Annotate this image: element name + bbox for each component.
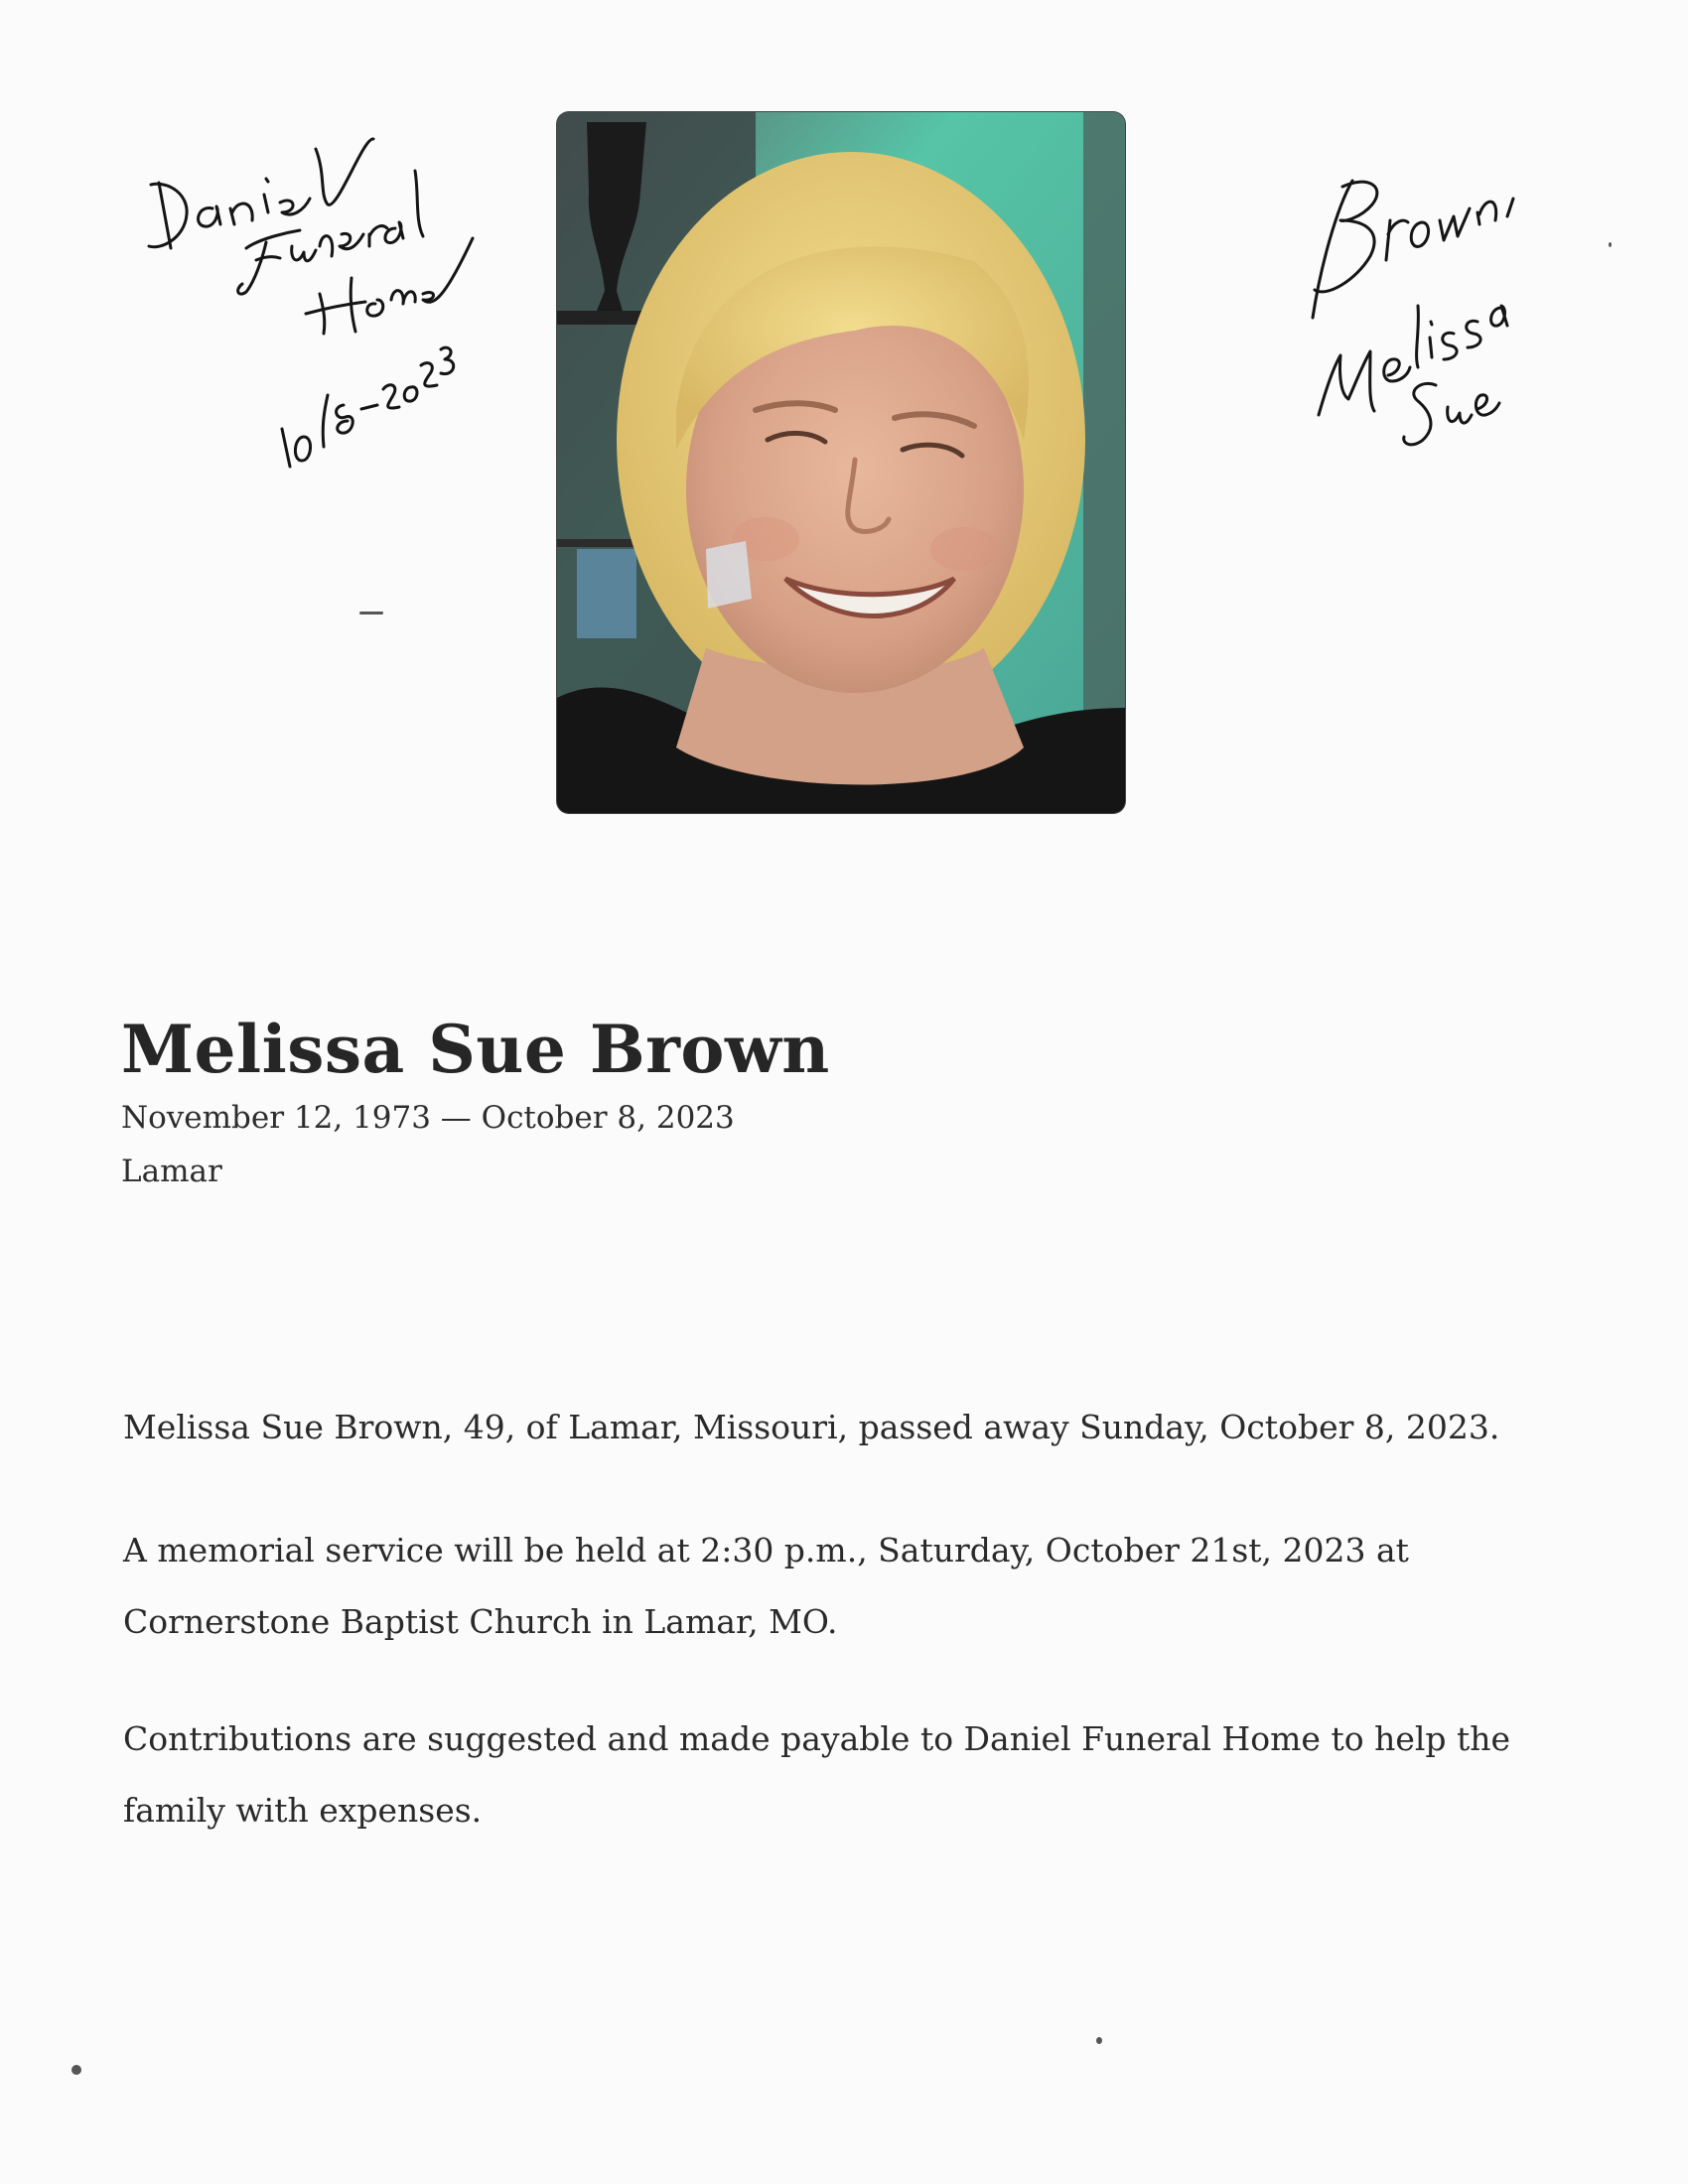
scan-speck	[1609, 242, 1612, 247]
life-dates: November 12, 1973 — October 8, 2023	[121, 1100, 735, 1136]
obituary-paragraph-memorial-service: A memorial service will be held at 2:30 p.m., Saturday, October 21st, 2023 at Cornerstone Baptist Church in Lamar, MO.	[123, 1531, 1409, 1641]
scan-speck	[359, 612, 383, 614]
deceased-name: Melissa Sue Brown	[121, 1011, 830, 1088]
obituary-paragraph-death-notice: Melissa Sue Brown, 49, of Lamar, Missouri, passed away Sunday, October 8, 2023.	[123, 1408, 1500, 1446]
scan-speck	[71, 2065, 81, 2075]
portrait-photo	[557, 112, 1125, 813]
hometown: Lamar	[121, 1154, 222, 1189]
obituary-paragraph-contributions: Contributions are suggested and made payable to Daniel Funeral Home to help the family with expenses.	[123, 1719, 1511, 1830]
scan-speck	[1096, 2037, 1102, 2044]
